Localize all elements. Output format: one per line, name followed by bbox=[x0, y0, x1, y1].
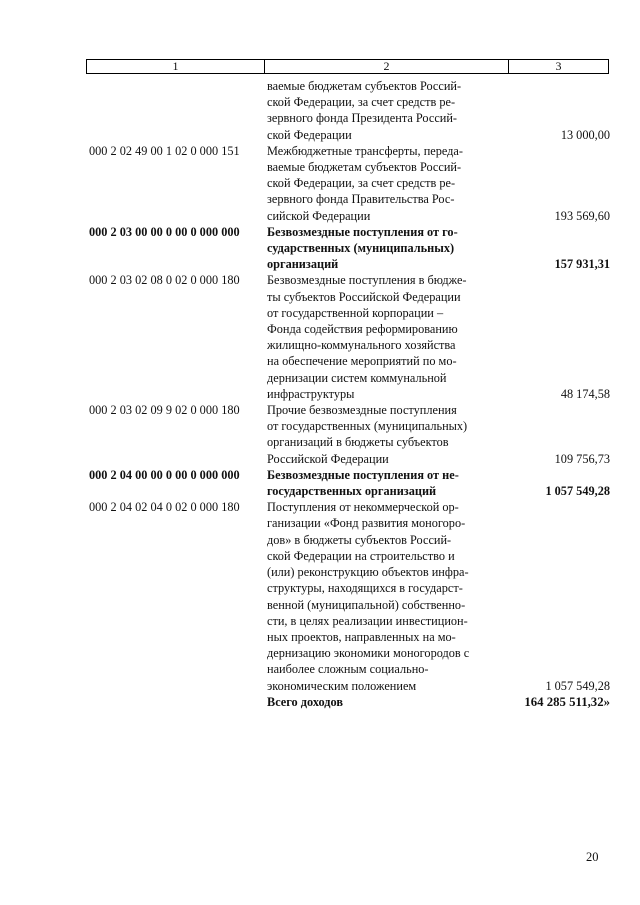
total-value: 164 285 511,32» bbox=[524, 694, 610, 709]
row-value: 109 756,73 bbox=[554, 451, 610, 466]
row-code: 000 2 03 02 09 9 02 0 000 180 bbox=[89, 403, 240, 418]
table-header bbox=[86, 59, 609, 74]
row-value: 157 931,31 bbox=[554, 257, 610, 272]
row-name: Безвозмездные поступления от го- сударственных (муниципальных) организаций bbox=[267, 224, 458, 272]
row-name: ваемые бюджетам субъектов Россий- ской Федерации, за счет средств ре- зервного фонда Президента Россий- ской Федерации bbox=[267, 79, 462, 142]
header-col-1: 1 bbox=[87, 60, 265, 73]
row-value: 48 174,58 bbox=[560, 386, 610, 401]
row-name: Прочие безвозмездные поступления от государственных (муниципальных) организаций в бюджеты субъектов Российской Федерации bbox=[267, 403, 468, 466]
row-code: 000 2 02 49 00 1 02 0 000 151 bbox=[89, 143, 240, 158]
row-name: Межбюджетные трансферты, переда- ваемые бюджетам субъектов Россий- ской Федерации, за счет средств ре- зервного фонда Правительства Рос- сийской Федерации bbox=[267, 143, 463, 223]
row-name: Поступления от некоммерческой ор- ганизации «Фонд развития моногоро- дов» в бюджеты субъектов Россий- ской Федерации на строительство и (или) реконструкцию объектов инфра- структуры, находящихся в государст- венной (муниципальной) собственно- сти, в целях реализации инвестицион- ных проектов, направленных на мо- дернизацию экономики моногородов с наиболее сложным социально- экономическим положением bbox=[267, 500, 470, 693]
table-body bbox=[86, 78, 616, 710]
table-row bbox=[86, 224, 616, 273]
row-name: Безвозмездные поступления в бюдже- ты субъектов Российской Федерации от государственной корпорации – Фонда содействия реформированию жилищно-коммунального хозяйства на обеспечение мероприятий по мо- дернизации систем коммунальной инфраструктуры bbox=[267, 273, 467, 401]
row-value: 193 569,60 bbox=[554, 208, 610, 223]
table-row bbox=[86, 467, 616, 499]
row-value: 13 000,00 bbox=[560, 127, 610, 142]
row-code: 000 2 03 02 08 0 02 0 000 180 bbox=[89, 273, 240, 288]
table-row bbox=[86, 272, 616, 402]
table-row bbox=[86, 143, 616, 224]
row-name: Безвозмездные поступления от не- государственных организаций bbox=[267, 467, 459, 499]
table-row bbox=[86, 78, 616, 143]
row-code: 000 2 04 02 04 0 02 0 000 180 bbox=[89, 500, 240, 515]
row-value: 1 057 549,28 bbox=[545, 678, 610, 693]
header-col-3: 3 bbox=[555, 59, 562, 73]
total-row bbox=[86, 694, 616, 710]
table-row bbox=[86, 402, 616, 467]
row-code: 000 2 04 00 00 0 00 0 000 000 bbox=[89, 467, 240, 482]
total-label: Всего доходов bbox=[267, 694, 344, 709]
page-number: 20 bbox=[586, 850, 599, 864]
row-code: 000 2 03 00 00 0 00 0 000 000 bbox=[89, 224, 240, 239]
table-row bbox=[86, 499, 616, 693]
row-value: 1 057 549,28 bbox=[545, 484, 610, 499]
header-col-2: 2 bbox=[265, 60, 509, 73]
